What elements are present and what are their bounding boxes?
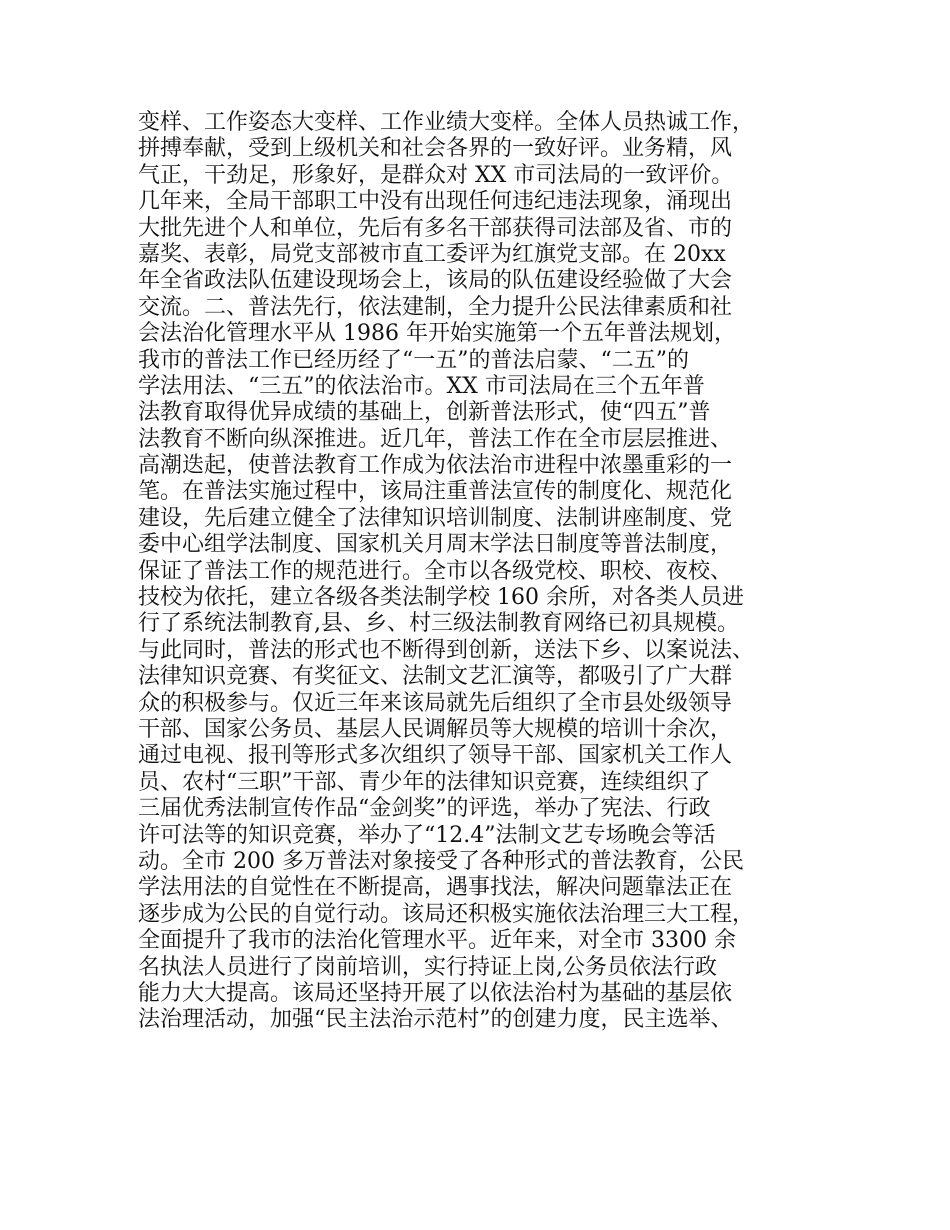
text-line: 拼搏奉献，受到上级机关和社会各界的一致好评。业务精，风 xyxy=(138,136,733,162)
text-line: 众的积极参与。仅近三年来该局就先后组织了全市县处级领导 xyxy=(138,690,733,716)
text-line: 学法用法、“三五”的依法治市。XX 市司法局在三个五年普 xyxy=(138,373,705,399)
text-line: 行了系统法制教育,县、乡、村三级法制教育网络已初具规模。 xyxy=(138,611,739,637)
text-line: 名执法人员进行了岗前培训，实行持证上岗,公务员依法行政 xyxy=(138,954,717,980)
text-line: 会法治化管理水平从 1986 年开始实施第一个五年普法规划， xyxy=(138,321,736,347)
text-line: 大批先进个人和单位，先后有多名干部获得司法部及省、市的 xyxy=(138,215,733,241)
text-line: 动。全市 200 多万普法对象接受了各种形式的普法教育，公民 xyxy=(138,848,744,874)
text-line: 全面提升了我市的法治化管理水平。近年来，对全市 3300 余 xyxy=(138,928,736,954)
text-line: 年全省政法队伍建设现场会上，该局的队伍建设经验做了大会 xyxy=(138,268,733,294)
text-line: 能力大大提高。该局还坚持开展了以依法治村为基础的基层依 xyxy=(138,980,733,1006)
text-line: 干部、国家公务员、基层人民调解员等大规模的培训十余次， xyxy=(138,716,733,742)
text-line: 法律知识竞赛、有奖征文、法制文艺汇演等，都吸引了广大群 xyxy=(138,664,733,690)
text-line: 变样、工作姿态大变样、工作业绩大变样。全体人员热诚工作， xyxy=(138,110,755,135)
text-line: 通过电视、报刊等形式多次组织了领导干部、国家机关工作人 xyxy=(138,743,733,769)
text-line: 高潮迭起，使普法教育工作成为依法治市进程中浓墨重彩的一 xyxy=(138,453,733,479)
text-line: 委中心组学法制度、国家机关月周末学法日制度等普法制度， xyxy=(138,532,733,558)
text-line: 笔。在普法实施过程中，该局注重普法宣传的制度化、规范化 xyxy=(138,479,733,505)
text-line: 保证了普法工作的规范进行。全市以各级党校、职校、夜校、 xyxy=(138,558,733,584)
text-line: 气正，干劲足，形象好，是群众对 XX 市司法局的一致评价。 xyxy=(138,162,734,188)
text-line: 法教育取得优异成绩的基础上，创新普法形式，使“四五”普 xyxy=(138,400,711,426)
text-line: 法治理活动，加强“民主法治示范村”的创建力度，民主选举、 xyxy=(138,1007,733,1033)
text-line: 交流。二、普法先行，依法建制，全力提升公民法律素质和社 xyxy=(138,294,733,320)
text-line: 技校为依托，建立各级各类法制学校 160 余所，对各类人员进 xyxy=(138,585,744,611)
text-line: 法教育不断向纵深推进。近几年，普法工作在全市层层推进、 xyxy=(138,426,733,452)
text-line: 员、农村“三职”干部、青少年的法律知识竞赛，连续组织了 xyxy=(138,769,711,795)
text-line: 许可法等的知识竞赛，举办了“12.4”法制文艺专场晚会等活 xyxy=(138,822,716,848)
text-line: 与此同时，普法的形式也不断得到创新，送法下乡、以案说法、 xyxy=(138,637,755,663)
text-line: 学法用法的自觉性在不断提高，遇事找法，解决问题靠法正在 xyxy=(138,875,733,901)
text-line: 嘉奖、表彰，局党支部被市直工委评为红旗党支部。在 20xx xyxy=(138,241,726,267)
body-text xyxy=(138,110,838,1034)
text-line: 三届优秀法制宣传作品“金剑奖”的评选，举办了宪法、行政 xyxy=(138,796,711,822)
text-line: 建设，先后建立健全了法律知识培训制度、法制讲座制度、党 xyxy=(138,505,733,531)
text-line: 逐步成为公民的自觉行动。该局还积极实施依法治理三大工程， xyxy=(138,901,755,927)
text-line: 几年来，全局干部职工中没有出现任何违纪违法现象，涌现出 xyxy=(138,189,733,215)
text-line: 我市的普法工作已经历经了“一五”的普法启蒙、“二五”的 xyxy=(138,347,689,373)
